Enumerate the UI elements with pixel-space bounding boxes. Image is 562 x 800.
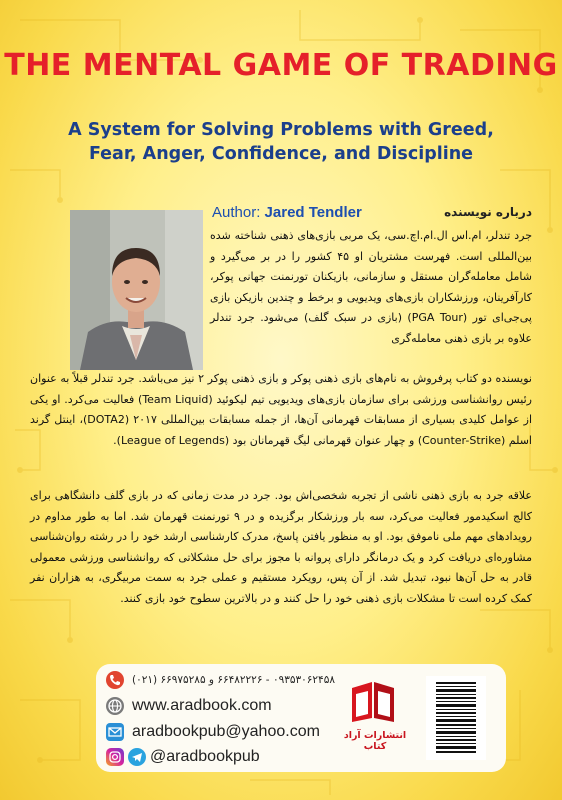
subtitle-line-1: A System for Solving Problems with Greed, (68, 120, 494, 140)
phone-icon (106, 671, 124, 689)
book-subtitle (0, 118, 562, 166)
globe-icon (106, 697, 124, 715)
publisher-name: انتشارات آراد کتاب (343, 730, 407, 752)
bio-paragraph-1: جرد تندلر، ام.اس ال.ام.اچ.سی، یک مربی بازی‌های ذهنی شناخته شده بین‌المللی است. فهرست مشتریان او ۴۵ کشور را در بر می‌گیرد و شامل معامله‌گران مستقل و سازمانی، بازیکنان تورنمنت جهانی پوکر، کارآفرینان، ورزشکاران بازی‌های ویدیویی و برخط و چندین بازیکن بازی پی‌جی‌ای تور (PGA Tour) (بازی در سبک گلف) می‌شود. جرد تندلر علاوه بر بازی ذهنی معامله‌گری (210, 229, 532, 345)
website-link[interactable]: www.aradbook.com (132, 697, 272, 714)
telegram-icon (128, 748, 146, 766)
subtitle-line-2: Fear, Anger, Confidence, and Discipline (88, 144, 474, 164)
book-title: THE MENTAL GAME OF TRADING (4, 48, 558, 83)
contact-phone-row (106, 670, 335, 690)
author-name-en: Author: Jared Tendler (212, 204, 362, 221)
bio-paragraph-3: علاقه جرد به بازی ذهنی ناشی از تجربه شخصی‌اش بود. جرد در مدت زمانی که در بازی گلف دانشگاهی برای کالج اسکیدمور فعالیت می‌کرد، سه بار ورزشکار برگزیده و در ۹ تورنمنت قهرمان شد. اما به طور مداوم در رویدادهای مهم ملی ناموفق بود. او به منظور یافتن پاسخ، مدرک کارشناسی ارشد خود را در رشته روان‌شناسی مشاوره‌ای دریافت کرد و یک درمانگر دارای پروانه با مجوز برای حل مشکلاتی که روانشناسی ورزشی معمولی قادر به حل آن‌ها نبود، تبدیل شد. از آن پس، رویکرد مستقیم و عملی جرد به سمت مربیگری، به هزاران نفر کمک کرده است تا مشکلات بازی ذهنی خود را حل کنند و در بالاترین سطوح خود بازی کنند. (30, 489, 533, 605)
instagram-icon (106, 748, 124, 766)
author-name: Jared Tendler (264, 204, 362, 221)
bio-paragraph-2: نویسنده دو کتاب پرفروش به نام‌های بازی ذهنی پوکر و بازی ذهنی پوکر ۲ نیز می‌باشد. جرد تندلر قبلاً به عنوان رئیس روانشناسی ورزشی برای سازمان بازی‌های ویدیویی تیم لیکوئید (Team Liquid) فعالیت می‌کرد. او یکی از عوامل کلیدی بسیاری از مسابقات قهرمانی آن‌ها، از جمله مسابقات بین‌المللی ۲۰۱۷ (DOTA2)، اینتل گرند اسلم (Counter-Strike) و چهار عنوان قهرمانی لیگ قهرمانان بود (League of Legends). (30, 372, 532, 447)
about-author-label: درباره نویسنده (444, 205, 532, 219)
contact-social-row (106, 747, 260, 767)
isbn-barcode (426, 676, 486, 760)
contact-website-row (106, 696, 272, 716)
social-handle[interactable]: @aradbookpub (150, 748, 260, 765)
email-icon (106, 723, 124, 741)
phone-numbers: ۰۹۳۵۳۰۶۲۴۵۸ - ۶۶۴۸۲۲۲۶ و ۶۶۹۷۵۲۸۵ (۰۲۱) (132, 674, 335, 686)
author-line (212, 204, 532, 226)
email-address[interactable]: aradbookpub@yahoo.com (132, 723, 320, 740)
author-photo (70, 210, 203, 370)
contact-email-row (106, 722, 320, 742)
publisher-logo (350, 680, 396, 724)
